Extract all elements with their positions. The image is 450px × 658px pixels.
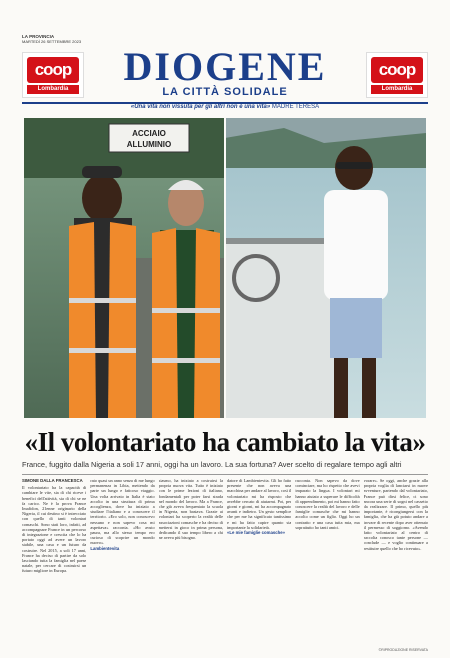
- article-column-2: [90, 478, 154, 648]
- column-text: Il volontariato ha la capacità di cambiare le vite, sia di chi riceve i benefici dell'attività, sia di chi se ne fa carico. Ne è la prova France Imafidon, 21enne originario della Nigeria, il cui destino si è intrecciato con quello di tanti volontari comaschi. Sono stati loro, infatti, ad accompagnare France in un percorso di integrazione e crescita che lo ha portato oggi ad avere un lavoro stabile, una casa e un futuro da costruire. Nel 2015, a soli 17 anni, France ha deciso di partire da solo lasciando tutta la famiglia nel paese natale, per cercare di costruirsi un futuro migliore in Europa.: [22, 485, 87, 574]
- column-text: racconta. Non sapevo da dove cominciare, ma ho rispetto che avevi imparato la lingua. I volontari mi hanno aiutato a superare le difficoltà di apprendimento, poi mi hanno fatto conoscere la realtà del lavoro e delle famiglie comasche che mi hanno accolto come un figlio. Oggi ho un contratto e una casa tutta mia, ma soprattutto ho tanti amici.: [295, 478, 360, 530]
- copyright-credit: ©RIPRODUZIONE RISERVATA: [378, 648, 428, 652]
- sponsor-logo-right[interactable]: [366, 52, 428, 98]
- masthead-title: DIOGENE: [123, 44, 327, 89]
- byline: SIMONE DALLA FRANCESCA: [22, 478, 83, 483]
- article-column-4: [227, 478, 291, 648]
- coop-logo: coop: [27, 57, 79, 83]
- article-body: [22, 478, 428, 648]
- column-text: vorare». Se oggi, anche grazie alla propria voglia di lanciarsi in nuove avventure, partendo dal volontariato, France può dirsi felice, ci sono ancora una serie di sogni nel cassetto da realizzare. Il primo, quello più importante, è ricongiungersi con la famiglia, che ha già potuto andare a trovare di recente dopo aver ottenuto il permesso di soggiorno. «Avendo fatto volontariato al centro di raccolta conosco tante persone — conclude — e voglio continuare a restituire quello che ho ricevuto».: [363, 478, 428, 551]
- motto-quote: «Una vita non vissuta per gli altri non è una vita»: [130, 104, 271, 110]
- motto-author: MADRE TERESA: [271, 104, 320, 110]
- sponsor-logo-left[interactable]: [22, 52, 84, 98]
- article-subhead: «Le mie famiglie comasche»: [226, 530, 286, 536]
- article-headline: «Il volontariato ha cambiato la vita»: [24, 427, 426, 457]
- masthead-top: [22, 34, 81, 44]
- article-column-3: [159, 478, 223, 648]
- masthead-subtitle: LA CITTÀ SOLIDALE: [162, 86, 288, 98]
- article-column-5: [295, 478, 359, 648]
- svg-text:ACCIAIO: ACCIAIO: [132, 129, 166, 138]
- coop-logo: coop: [371, 57, 423, 83]
- publication-name: LA PROVINCIA: [22, 34, 55, 39]
- article-column-6: [364, 478, 428, 648]
- deck-divider: [22, 474, 428, 475]
- article-deck: France, fuggito dalla Nigeria a soli 17 anni, oggi ha un lavoro. La sua fortuna? Aver scelto di regalare tempo agli altri: [22, 460, 402, 469]
- lead-photo-illustration: [24, 118, 426, 418]
- article-subhead: Lambientevita: [90, 545, 120, 551]
- column-text: datore di Lambientevita. Gli ho fatto presente che non aveva una macchina per andare al lavoro, così il volontariato mi ha risposto che avrebbe cercato di aiutarmi. Poi, per giorni e giorni, mi ha accompagnato avanti e indietro. Un gesto semplice che per me ha significato tantissimo e mi ha fatto capire quanto sia importante la solidarietà.: [226, 478, 292, 530]
- svg-text:ALLUMINIO: ALLUMINIO: [126, 140, 172, 149]
- column-text: rato quasi un anno senza di me lungo permanenza in Libia, mettendo da parte un lungo e faticoso viaggio. Una volta arrivato in Italia è stato accolto in una struttura di prima accoglienza, dove ha iniziato a studiare l'italiano e a conoscere il territorio. «Ero solo, non conoscevo nessuno e non sapevo cosa mi aspettava» racconta. «Ho avuto paura, ma allo stesso tempo ero curioso di scoprire un mondo nuovo».: [90, 478, 155, 546]
- article-column-1: [22, 478, 86, 648]
- coop-region: Lombardia: [371, 85, 423, 94]
- masthead-motto: [22, 104, 428, 110]
- issue-date: MARTEDÌ 26 SETTEMBRE 2023: [22, 39, 82, 44]
- column-text: siasmo, ha iniziato a costruirsi la propria nuova vita. Tutto è iniziato con le prime lezioni di italiano, fondamentali per poter farsi strada nel mondo del lavoro. Ma a France, che già aveva frequentato la scuola in Nigeria, non bastava. Grazie ai volontari ha scoperto la realtà delle associazioni comasche e ha deciso di mettersi in gioco in prima persona, dedicando il suo tempo libero a chi ne aveva più bisogno.: [158, 478, 223, 541]
- coop-region: Lombardia: [27, 85, 79, 94]
- lead-photo[interactable]: [24, 118, 426, 418]
